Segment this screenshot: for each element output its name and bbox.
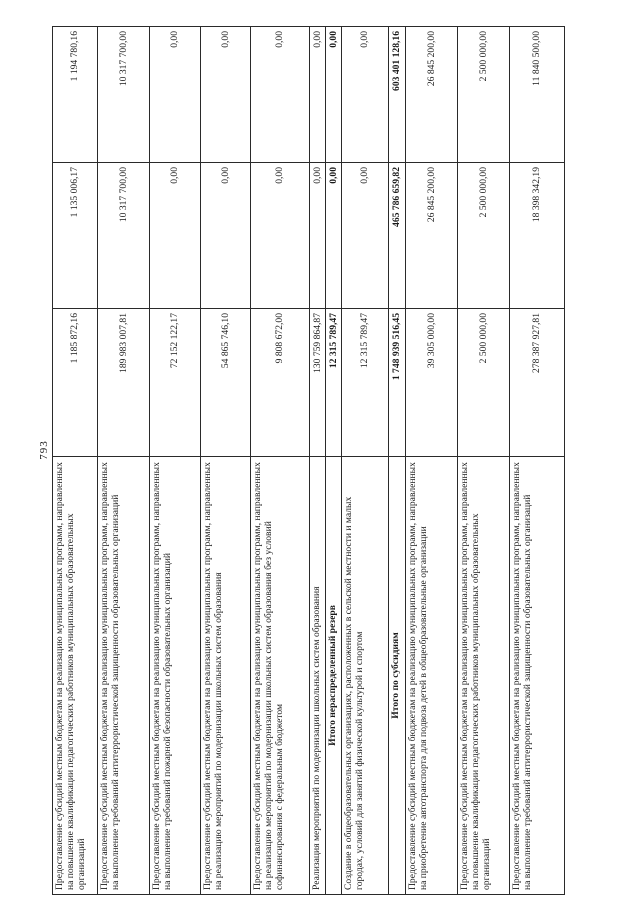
value-col-1: 12 315 789,47: [326, 309, 342, 457]
value-col-3: 0,00: [251, 27, 310, 163]
subsidy-table: [52, 26, 565, 895]
value-col-2: 0,00: [251, 163, 310, 309]
value-col-1: 12 315 789,47: [342, 309, 389, 457]
value-col-1: 39 305 000,00: [406, 309, 458, 457]
row-label: Предоставление субсидий местным бюджетам на реализацию муниципальных программ, направленных на выполнение требований антитеррористической защищенности образовательных организаций: [510, 457, 565, 895]
row-label: Предоставление субсидий местным бюджетам на реализацию муниципальных программ, направленных на приобретение автотранспорта для подвоза детей в общеобразовательные организации: [406, 457, 458, 895]
value-col-1: 54 865 746,10: [201, 309, 251, 457]
value-col-3: 603 401 128,16: [389, 27, 406, 163]
value-col-2: 0,00: [201, 163, 251, 309]
table-row: [251, 27, 310, 895]
table-row: [98, 27, 150, 895]
value-col-1: 1 185 872,16: [53, 309, 98, 457]
value-col-2: 0,00: [326, 163, 342, 309]
value-col-3: 0,00: [201, 27, 251, 163]
value-col-1: 72 152 122,17: [150, 309, 201, 457]
value-col-1: 9 808 672,00: [251, 309, 310, 457]
row-label: Создание в общеобразовательных организациях, расположенных в сельской местности и малых городах, условий для занятий физической культурой и спортом: [342, 457, 389, 895]
value-col-3: 2 500 000,00: [458, 27, 510, 163]
row-label: Предоставление субсидий местным бюджетам на реализацию муниципальных программ, направленных на повышение квалификации педагогических работников муниципальных образовательных организаций: [53, 457, 98, 895]
value-col-1: 189 983 007,81: [98, 309, 150, 457]
value-col-2: 0,00: [310, 163, 326, 309]
value-col-1: 278 387 927,81: [510, 309, 565, 457]
value-col-2: 1 135 006,17: [53, 163, 98, 309]
table-row: [389, 27, 406, 895]
row-label: Реализация мероприятий по модернизации школьных систем образования: [310, 457, 326, 895]
row-label: Итого по субсидиям: [389, 457, 406, 895]
value-col-3: 0,00: [150, 27, 201, 163]
rotated-table-frame: [52, 31, 564, 895]
table-body: [53, 27, 565, 895]
value-col-3: 0,00: [342, 27, 389, 163]
value-col-3: 0,00: [310, 27, 326, 163]
row-label: Предоставление субсидий местным бюджетам на реализацию муниципальных программ, направленных на выполнение требований пожарной безопасности образовательных организаций: [150, 457, 201, 895]
value-col-3: 11 840 500,00: [510, 27, 565, 163]
value-col-2: 2 500 000,00: [458, 163, 510, 309]
value-col-3: 26 845 200,00: [406, 27, 458, 163]
value-col-2: 0,00: [342, 163, 389, 309]
table-row: [342, 27, 389, 895]
table-row: [201, 27, 251, 895]
table-row: [406, 27, 458, 895]
value-col-3: 10 317 700,00: [98, 27, 150, 163]
value-col-1: 130 759 864,87: [310, 309, 326, 457]
value-col-1: 2 500 000,00: [458, 309, 510, 457]
value-col-3: 1 194 780,16: [53, 27, 98, 163]
table-row: [53, 27, 98, 895]
table-row: [326, 27, 342, 895]
page-number: 793: [37, 440, 50, 460]
row-label: Предоставление субсидий местным бюджетам на реализацию муниципальных программ, направленных на реализацию мероприятий по модернизации школьных систем образования: [201, 457, 251, 895]
row-label: Предоставление субсидий местным бюджетам на реализацию муниципальных программ, направленных на реализацию мероприятий по модернизации школьных систем образования без условий софинансирования с федеральным бюджетом: [251, 457, 310, 895]
table-row: [150, 27, 201, 895]
row-label: Итого нераспределенный резерв: [326, 457, 342, 895]
row-label: Предоставление субсидий местным бюджетам на реализацию муниципальных программ, направленных на повышение квалификации педагогических работников муниципальных образовательных организаций: [458, 457, 510, 895]
value-col-2: 26 845 200,00: [406, 163, 458, 309]
value-col-2: 0,00: [150, 163, 201, 309]
value-col-1: 1 748 939 516,45: [389, 309, 406, 457]
table-row: [310, 27, 326, 895]
row-label: Предоставление субсидий местным бюджетам на реализацию муниципальных программ, направленных на выполнение требований антитеррористической защищенности образовательных организаций: [98, 457, 150, 895]
value-col-2: 10 317 700,00: [98, 163, 150, 309]
table-row: [510, 27, 565, 895]
table-row: [458, 27, 510, 895]
value-col-2: 465 786 659,82: [389, 163, 406, 309]
value-col-2: 18 398 342,19: [510, 163, 565, 309]
value-col-3: 0,00: [326, 27, 342, 163]
